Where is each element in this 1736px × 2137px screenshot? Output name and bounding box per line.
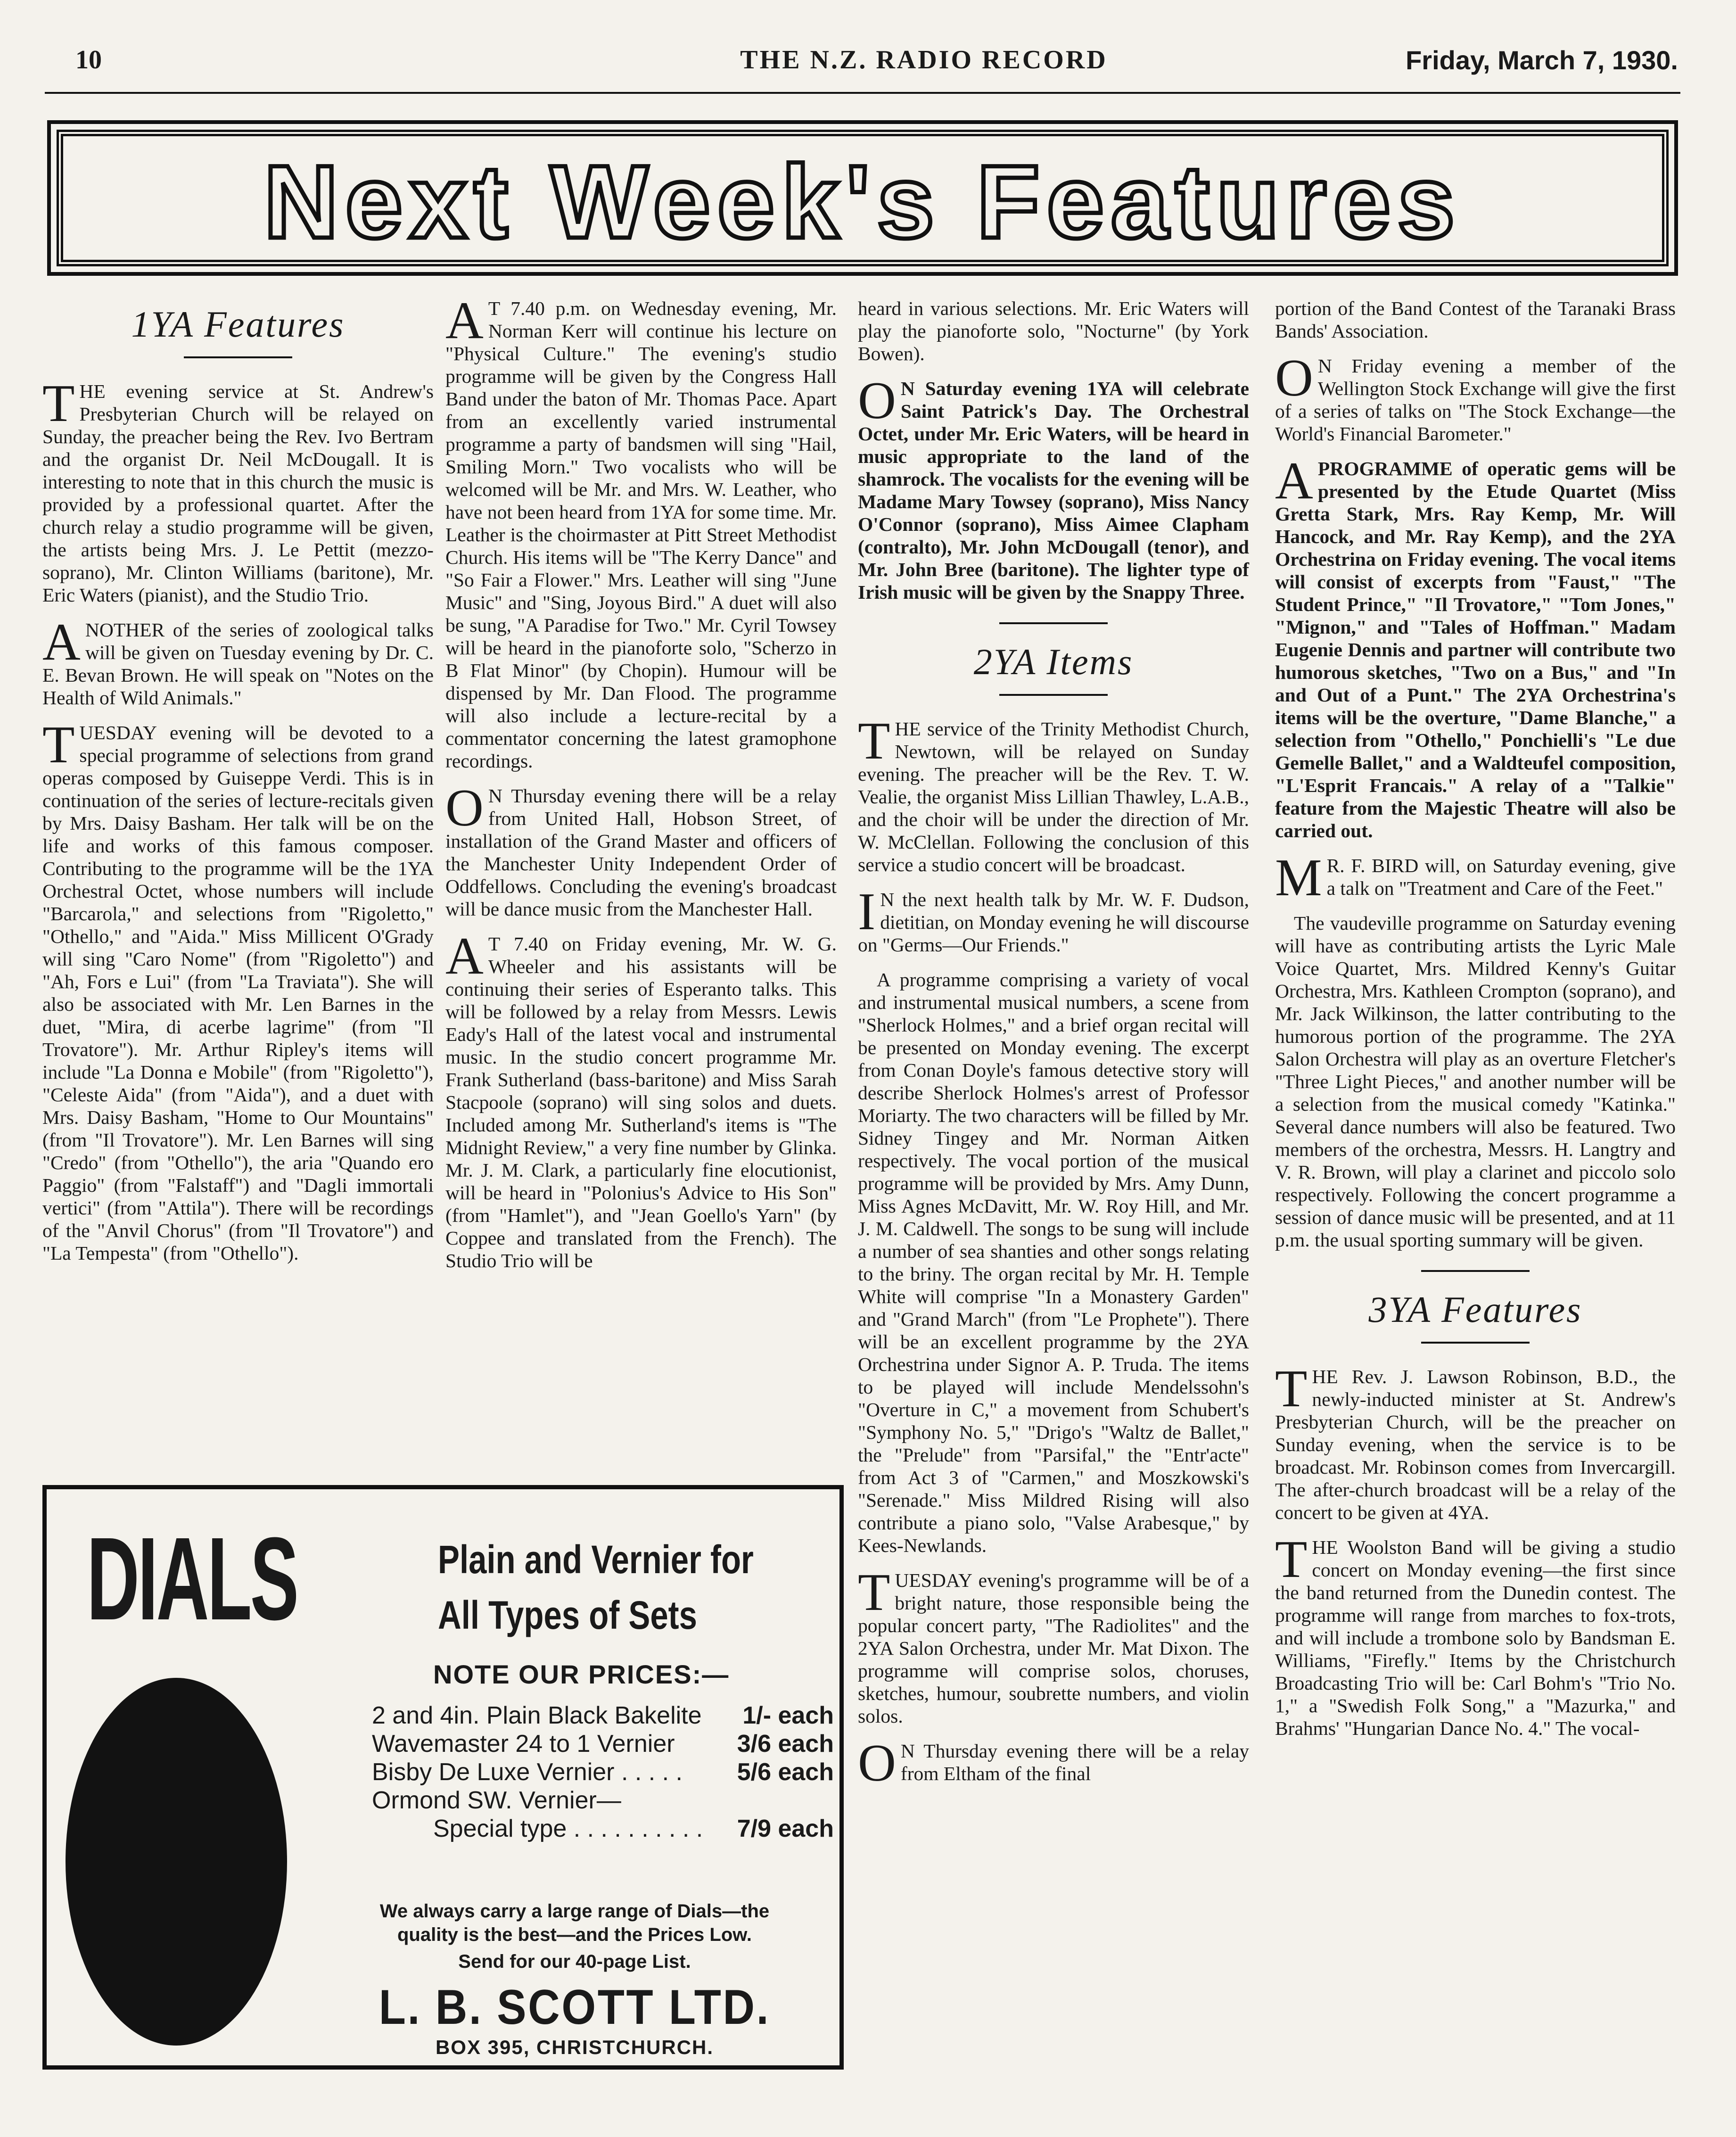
drop-cap: T [42,374,75,433]
article-paragraph: A T 7.40 on Friday evening, Mr. W. G. Wheeler and his assistants will be continuing their series of Esperanto talks. This will be followed by a relay from Messrs. Lewis Eady's Hall of the latest vocal and instrumental music. In the studio concert programme Mr. Frank Sutherland (bass-baritone) and Miss Sarah Stacpoole (soprano) will sing solos and duets. Included among Mr. Sutherland's items is "The Midnight Review," a very fine number by Glinka. Mr. J. M. Clark, a particularly fine elocutionist, will be heard in "Polonius's Advice to His Son" (from "Hamlet"), and "Jean Goello's Yarn" (by Coppee and translated from the French). The Studio Trio will be [445,927,837,1271]
ad-address: BOX 395, CHRISTCHURCH. [435,2036,714,2058]
publication-name: THE N.Z. RADIO RECORD [740,45,1108,74]
drop-cap: A [1275,452,1313,510]
article-paragraph: A programme comprising a variety of vocal and instrumental musical numbers, a scene from "Sherlock Holmes," and a brief organ recital will be presented on Monday evening. The excerpt from Conan Doyle's famous detective story will describe Sherlock Holmes's arrest of Professor Moriarty. The two characters will be filled by Mr. Sidney Tingey and Mr. Norman Aitken respectively. The vocal portion of the musical programme will be provided by Mrs. Amy Dunn, Miss Agnes McDavitt, Mr. W. Roy Hill, and Mr. J. M. Caldwell. The songs to be sung will include a number of sea shanties and other songs relating to the briny. The organ recital by Mr. H. Temple White will comprise "In a Monastery Garden" and "Grand March" (from "Le Prophete"). There will be an excellent programme by the 2YA Orchestrina under Signor A. P. Truda. The items to be played will include Mendelssohn's "Overture in C," a movement from Schubert's "Symphony No. 5," "Drigo's "Waltz de Ballet," the "Prelude" from "Parsifal," the "Entr'acte" from Act 3 of "Carmen," and Moszkowski's "Serenade." Miss Mildred Rising will also contribute a piano solo, "Valse Arabesque," by Kees-Newlands. [858,969,1249,1556]
column-2 [445,291,837,1284]
dials-advertisement [42,1485,844,2070]
price-row: 2 and 4in. Plain Black Bakelite 1/- each [372,1702,834,1729]
dial-knob-illustration [66,1678,287,2046]
article-paragraph: THE Rev. J. Lawson Robinson, B.D., the newly-inducted minister at St. Andrew's Presbyterian Church, will be the preacher on Sunday evening, when the service is to be broadcast. Mr. Robinson comes from Invercargill. The after-church broadcast will be a relay of the concert to be given at 4YA. [1275,1360,1676,1523]
heading-rule [1421,1342,1530,1344]
ad-price-list [372,1701,839,1843]
section-rule [999,622,1108,624]
article-paragraph: TUESDAY evening will be devoted to a special programme of selections from grand operas composed by Guiseppe Verdi. This is in continuation of the series of lecture-recitals given by Mrs. Daisy Basham. Her talk will be on the life and works of this famous composer. Contributing to the programme will be the 1YA Orchestral Octet, whose numbers will include "Barcarola," and selections from "Rigoletto," "Othello," and "Aida." Miss Millicent O'Grady will sing "Caro Nome" (from "Rigoletto") and "Ah, Fors e Lui" (from "La Traviata"). She will also be associated with Mr. Len Barnes in the duet, "Mira, di acerbe lagrime" (from "Il Trovatore"). Mr. Arthur Ripley's items will include "La Donna e Mobile" (from "Rigoletto"), "Celeste Aida" (from "Aida"), and a duet with Mrs. Daisy Basham, "Home to Our Mountains" (from "Il Trovatore"). Mr. Len Barnes will sing "Credo" (from "Othello"), the aria "Quando ero Paggio" (from "Falstaff") and "Dagli immortali vertici" (from "Attila"). There will be recordings of the "Anvil Chorus" (from "Il Trovatore") and "La Tempesta" (from "Othello"). [42,716,434,1264]
article-paragraph: heard in various selections. Mr. Eric Waters will play the pianoforte solo, "Nocturne" (by York Bowen). [858,297,1249,364]
price-row: Wavemaster 24 to 1 Vernier 3/6 each [372,1730,834,1757]
price-row: Special type . . . . . . . . . . 7/9 each [433,1815,834,1842]
section-rule [1421,1270,1530,1272]
drop-cap: O [1275,349,1313,407]
heading-rule [999,694,1108,696]
header-rule [45,92,1680,94]
drop-cap: A [42,613,81,671]
drop-cap: O [858,371,896,430]
article-paragraph: THE Woolston Band will be giving a studio concert on Monday evening—the first since the band returned from the Dunedin contest. The programme will range from marches to fox-trots, and will include a trombone solo by Bandsman E. Williams, "Firefly." Items by the Christchurch Broadcasting Trio will be: Carl Bohm's "Trio No. 1," a "Swedish Folk Song," a "Mazurka," and Brahms' "Hungarian Dance No. 4." The vocal- [1275,1530,1676,1739]
banner-title: Next Week's Features [263,144,1462,260]
column-4 [1275,297,1676,1752]
running-header [75,45,1678,87]
drop-cap: T [1275,1360,1308,1418]
page-number: 10 [75,45,102,74]
article-paragraph: THE evening service at St. Andrew's Presbyterian Church will be relayed on Sunday, the preacher being the Rev. Ivo Bertram and the organist Dr. Neil McDougall. It is interesting to note that in this church the music is provided by a professional quartet. After the church relay a studio programme will be given, the artists being Mrs. J. Le Pettit (mezzo-soprano), Mr. Clinton Williams (baritone), Mr. Eric Waters (pianist), and the Studio Trio. [42,374,434,606]
issue-date: Friday, March 7, 1930. [1406,45,1678,75]
article-paragraph: O N Thursday evening there will be a relay from Eltham of the final [858,1734,1249,1792]
drop-cap: T [858,1563,890,1622]
drop-cap: T [42,716,75,774]
article-paragraph: O N Thursday evening there will be a relay from United Hall, Hobson Street, of installation of the Grand Master and officers of the Manchester Unity Independent Order of Oddfellows. Concluding the evening's broadcast will be dance music from the Manchester Hall. [445,779,837,920]
article-paragraph: TUESDAY evening's programme will be of a bright nature, those responsible being the popular concert party, "The Radiolites" and the 2YA Salon Orchestra, under Mr. Mat Dixon. The programme will comprise solos, choruses, sketches, humour, soubrette numbers, and violin solos. [858,1563,1249,1727]
drop-cap: O [445,779,484,837]
article-paragraph: I N the next health talk by Mr. W. F. Dudson, dietitian, on Monday evening he will discourse on "Germs—Our Friends." [858,883,1249,956]
ad-firm-name: L. B. SCOTT LTD. [378,1980,771,2035]
price-row: Ormond SW. Vernier— [372,1787,621,1814]
ad-range-note: We always carry a large range of Dials—the quality is the best—and the Prices Low. [379,1901,770,1945]
article-paragraph: O N Friday evening a member of the Wellington Stock Exchange will give the first of a series of talks on "The Stock Exchange—the World's Financial Barometer." [1275,349,1676,445]
article-paragraph: A T 7.40 p.m. on Wednesday evening, Mr. Norman Kerr will continue his lecture on "Physical Culture." The evening's studio programme will be given by the Congress Hall Band under the baton of Mr. Thomas Pace. Apart from an excellently varied instrumental programme a party of bandsmen will sing "Hail, Smiling Morn." Two vocalists who will be welcomed will be Mr. and Mrs. W. Leather, who have not been heard from 1YA for some time. Mr. Leather is the choirmaster at Pitt Street Methodist Church. His items will be "The Kerry Dance" and "So Fair a Flower." Mrs. Leather will sing "June Music" and "Sing, Joyous Bird." A duet will also be sung, "A Paradise for Two." Mr. Cyril Towsey will be heard in the pianoforte solo, "Scherzo in B Flat Minor" (by Chopin). Humour will be dispensed by Mr. Dan Flood. The programme will also include a lecture-recital by a commentator concerning the latest gramophone recordings. [445,291,837,772]
column-3 [858,297,1249,1797]
section-heading-2ya: 2YA Items [973,641,1134,682]
article-paragraph-bold: APROGRAMME of operatic gems will be presented by the Etude Quartet (Miss Gretta Stark, Mrs. Ray Kemp, Mr. Will Hancock, and Mr. Ray Kemp), and the 2YA Orchestrina on Friday evening. The vocal items will consist of excerpts from "Faust," "The Student Prince," "Il Trovatore," "Tom Jones," "Mignon," and "Tales of Hoffman." Madam Eugenie Dennis and partner will contribute two humorous sketches, "Two on a Bus," and "In and Out of a Punt." The 2YA Orchestrina's items will be the overture, "Dame Blanche," a selection from "Othello," Ponchielli's "Le due Gemelle Ballet," and a Waldteufel composition, "L'Esprit Francais." A relay of a "Talkie" feature from the Majestic Theatre will also be carried out. [1275,452,1676,842]
article-paragraph: portion of the Band Contest of the Taranaki Brass Bands' Association. [1275,297,1676,342]
price-row: Bisby De Luxe Vernier . . . . . 5/6 each [372,1758,834,1786]
article-paragraph: THE service of the Trinity Methodist Church, Newtown, will be relayed on Sunday evening. The preacher will be the Rev. T. W. Vealie, the organist Miss Lillian Thawley, L.A.B., and the choir will be under the direction of Mr. W. McClellan. Following the conclusion of this service a studio concert will be broadcast. [858,712,1249,875]
article-paragraph: M R. F. BIRD will, on Saturday evening, give a talk on "Treatment and Care of the Feet." [1275,849,1676,907]
drop-cap: I [858,883,876,941]
ad-brand: DIALS [87,1513,297,1644]
column-1 [42,297,434,1277]
heading-rule [184,356,292,358]
ad-prices-notice: NOTE OUR PRICES:— [433,1659,730,1689]
article-paragraph-bold: O N Saturday evening 1YA will celebrate Saint Patrick's Day. The Orchestral Octet, under Mr. Eric Waters, will be heard in music appropriate to the land of the shamrock. The vocalists for the evening will be Madame Mary Towsey (soprano), Miss Nancy O'Connor (soprano), Miss Aimee Clapham (contralto), Mr. John McDougall (tenor), and Mr. John Bree (baritone). The lighter type of Irish music will be given by the Snappy Three. [858,371,1249,603]
drop-cap: T [858,712,890,770]
drop-cap: A [445,927,484,985]
drop-cap: T [1275,1530,1308,1589]
section-heading-3ya: 3YA Features [1368,1289,1582,1330]
drop-cap: O [858,1734,896,1792]
article-paragraph: The vaudeville programme on Saturday evening will have as contributing artists the Lyric Male Voice Quartet, Mrs. Mildred Kenny's Guitar Orchestra, Mrs. Kathleen Crompton (soprano), and Mr. Jack Wilkinson, the latter contributing to the humorous portion of the programme. The 2YA Salon Orchestra will play as an overture Fletcher's "Three Light Pieces," and another number will be a selection from the musical comedy "Katinka." Several dance numbers will also be featured. Two members of the orchestra, Messrs. H. Langtry and V. R. Brown, will play a clarinet and piccolo solo respectively. Following the concert programme a session of dance music will be presented, and at 11 p.m. the usual sporting summary will be given. [1275,912,1676,1251]
title-banner [47,120,1678,276]
drop-cap: A [445,291,484,350]
article-paragraph: ANOTHER of the series of zoological talks will be given on Tuesday evening by Dr. C. E. Bevan Brown. He will speak on "Notes on the Health of Wild Animals." [42,613,434,709]
ad-tagline: Plain and Vernier for All Types of Sets [438,1537,754,1637]
section-heading-1ya: 1YA Features [131,304,345,345]
drop-cap: M [1275,849,1322,907]
ad-send-note: Send for our 40-page List. [458,1951,691,1972]
